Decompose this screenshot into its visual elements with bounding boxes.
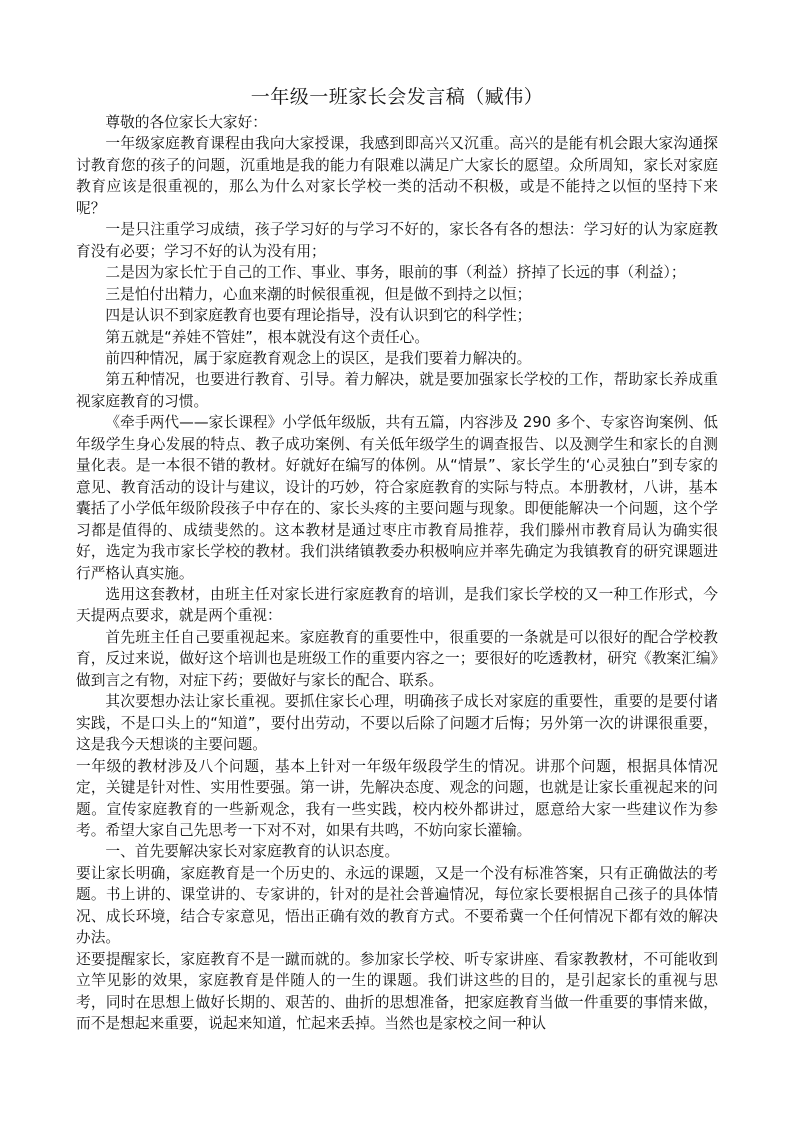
paragraph: 第五种情况，也要进行教育、引导。着力解决，就是要加强家长学校的工作，帮助家长养成重视家庭教育的习惯。 (76, 371, 718, 410)
document-body (76, 112, 718, 1034)
document-page (76, 84, 718, 1034)
paragraph: 一年级的教材涉及八个问题，基本上针对一年级年级段学生的情况。讲那个问题，根据具体情况定，关键是针对性、实用性要强。第一讲，先解决态度、观念的问题，也就是让家长重视起来的问题。宣传家庭教育的一些新观念，我有一些实践，校内校外都讲过，愿意给大家一些建议作为参考。希望大家自己先思考一下对不对，如果有共鸣，不妨向家长灌输。 (76, 757, 718, 839)
paragraph: 首先班主任自己要重视起来。家庭教育的重要性中，很重要的一条就是可以很好的配合学校教育，反过来说，做好这个培训也是班级工作的重要内容之一；要很好的吃透教材，研究《教案汇编》做到言之有物，对症下药；要做好与家长的配合、联系。 (76, 628, 718, 689)
paragraph: 前四种情况，属于家庭教育观念上的误区，是我们要着力解决的。 (105, 349, 532, 367)
paragraph: 尊敬的各位家长大家好： (105, 114, 267, 131)
paragraph: 一是只注重学习成绩，孩子学习好的与学习不好的，家长各有各的想法：学习好的认为家庭教育没有必要；学习不好的认为没有用； (76, 221, 718, 260)
paragraph: 要让家长明确，家庭教育是一个历史的、永远的课题，又是一个没有标准答案，只有正确做法的考题。书上讲的、课堂讲的、专家讲的，针对的是社会普遍情况，每位家长要根据自己孩子的具体情况、成长环境，结合专家意见，悟出正确有效的教育方式。不要希冀一个任何情况下都有效的解决办法。 (76, 864, 718, 947)
paragraph: 三是怕付出精力，心血来潮的时候很重视，但是做不到持之以恒； (105, 285, 532, 303)
paragraph: 第五就是“养娃不管娃”，根本就没有这个责任心。 (105, 328, 430, 346)
paragraph: 四是认识不到家庭教育也要有理论指导，没有认识到它的科学性； (105, 307, 532, 325)
paragraph: 选用这套教材，由班主任对家长进行家庭教育的培训，是我们家长学校的又一种工作形式，今天提两点要求，就是两个重视： (76, 585, 718, 625)
paragraph: 一、首先要解决家长对家庭教育的认识态度。 (105, 843, 400, 861)
paragraph: 《牵手两代——家长课程》小学低年级版，共有五篇，内容涉及 290 多个、专家咨询案例、低年级学生身心发展的特点、教子成功案例、有关低年级学生的调查报告、以及测学生和家长的自测量化表。是一本很不错的教材。好就好在编写的体例。从“情景”、家长学生的‘心灵独白”到专家的意见、教育活动的设计与建议，设计的巧妙，符合家庭教育的实际与特点。本册教材，八讲，基本囊括了小学低年级阶段孩子中存在的、家长头疼的主要问题与现象。即便能解决一个问题，这个学习都是值得的、成绩斐然的。这本教材是通过枣庄市教育局推荐，我们滕州市教育局认为确实很好，选定为我市家长学校的教材。我们洪绪镇教委办积极响应并率先确定为我镇教育的研究课题进行严格认真实施。 (76, 414, 718, 582)
paragraph: 其次要想办法让家长重视。要抓住家长心理，明确孩子成长对家庭的重要性，重要的是要付诸实践，不是口头上的“知道”，要付出劳动，不要以后除了问题才后悔；另外第一次的讲课很重要，这是我今天想谈的主要问题。 (76, 693, 718, 754)
paragraph: 一年级家庭教育课程由我向大家授课，我感到即高兴又沉重。高兴的是能有机会跟大家沟通探讨教育您的孩子的问题，沉重地是我的能力有限难以满足广大家长的愿望。众所周知，家长对家庭教育应该是很重视的，那么为什么对家长学校一类的活动不积极，或是不能持之以恒的坚持下来呢？ (76, 135, 718, 217)
paragraph: 二是因为家长忙于自己的工作、事业、事务，眼前的事（利益）挤掉了长远的事（利益）； (105, 264, 686, 282)
document-title: 一年级一班家长会发言稿（臧伟） (250, 86, 544, 108)
paragraph: 还要提醒家长，家庭教育不是一蹴而就的。参加家长学校、听专家讲座、看家教教材，不可能收到立竿见影的效果，家庭教育是伴随人的一生的课题。我们讲这些的目的，是引起家长的重视与思考，同时在思想上做好长期的、艰苦的、曲折的思想准备，把家庭教育当做一件重要的事情来做，而不是想起来重要，说起来知道，忙起来丢掉。当然也是家校之间一种认 (76, 950, 718, 1033)
